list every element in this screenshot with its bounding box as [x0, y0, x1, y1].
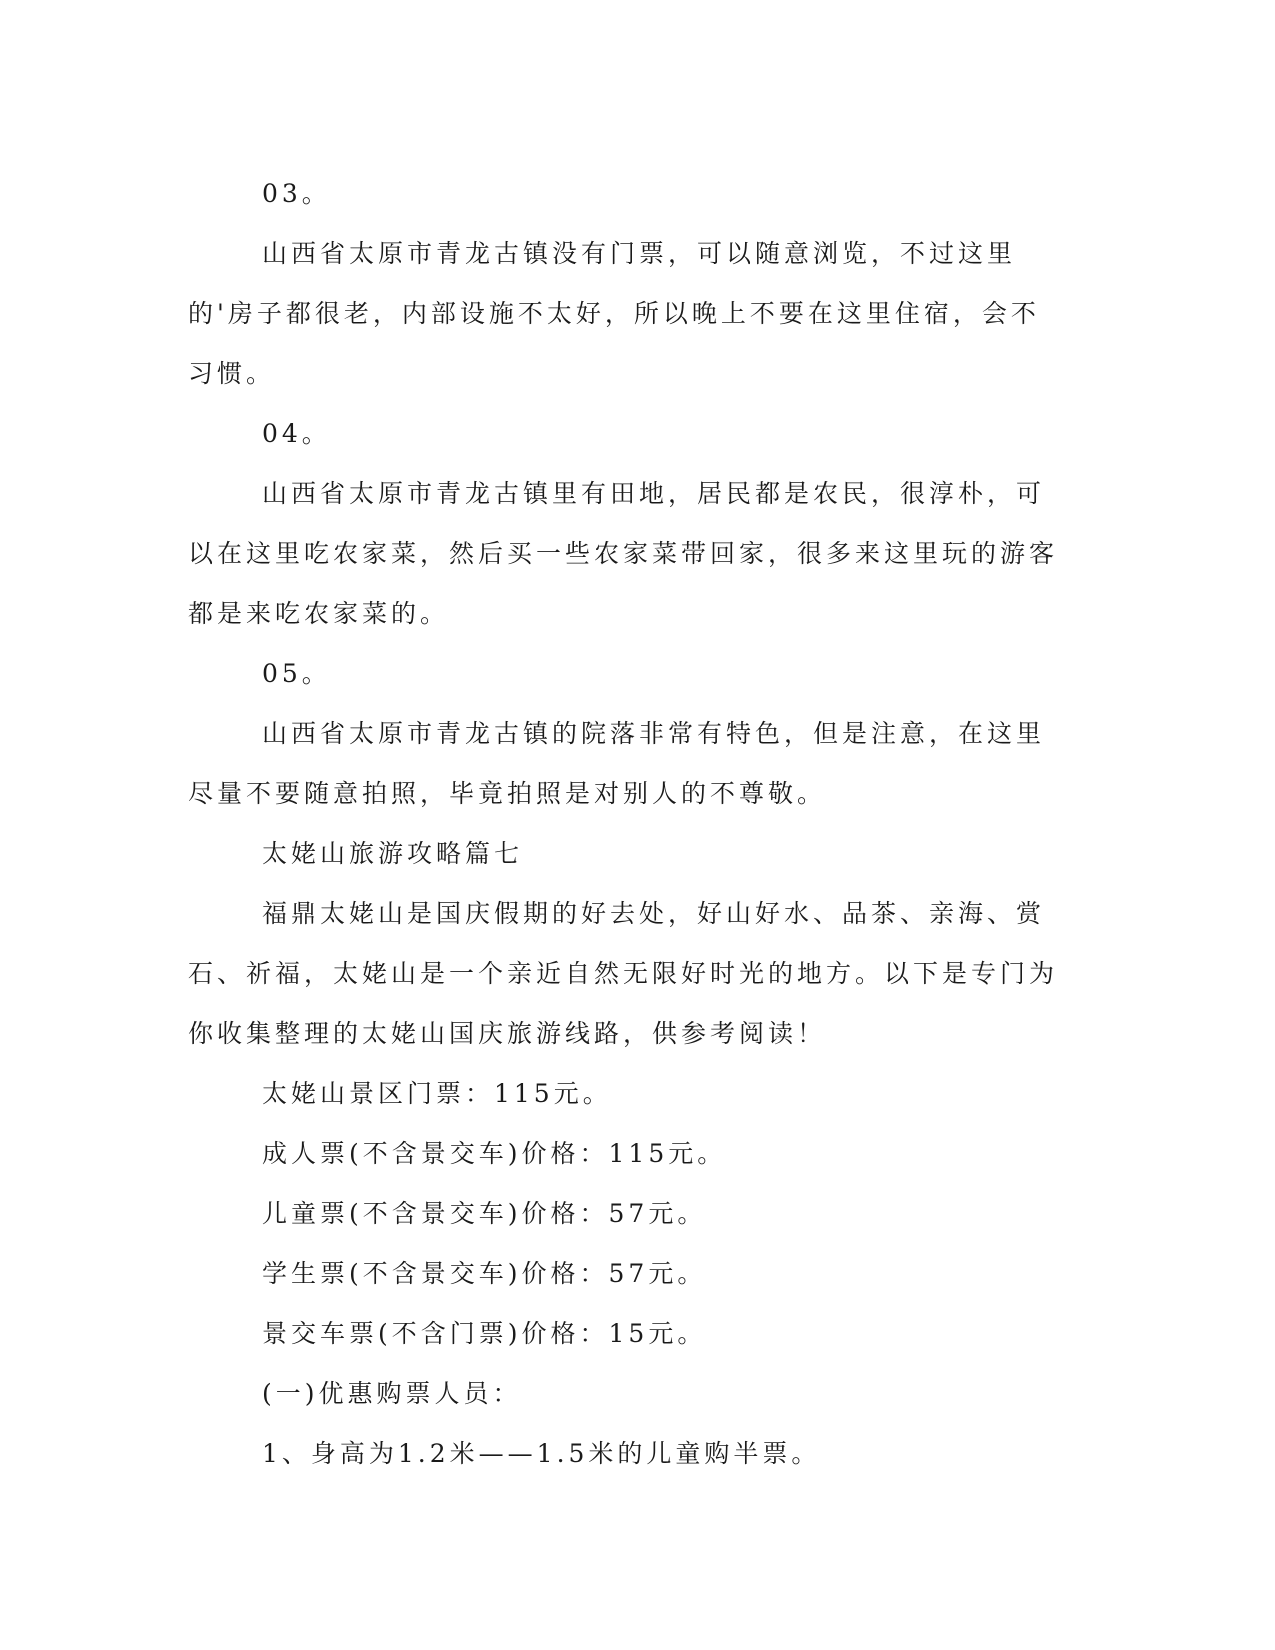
paragraph-taimu-intro: 福鼎太姥山是国庆假期的好去处，好山好水、品茶、亲海、赏石、祈福，太姥山是一个亲近自然无限好时光的地方。以下是专门为你收集整理的太姥山国庆旅游线路，供参考阅读！	[188, 899, 1059, 1048]
ticket-student: 学生票(不含景交车)价格：57元。	[262, 1259, 707, 1288]
paragraph-qinglong-farm: 山西省太原市青龙古镇里有田地，居民都是农民，很淳朴，可以在这里吃农家菜，然后买一些农家菜带回家，很多来这里玩的游客都是来吃农家菜的。	[188, 479, 1059, 628]
paragraph-qinglong-courtyard: 山西省太原市青龙古镇的院落非常有特色，但是注意，在这里尽量不要随意拍照，毕竟拍照是对别人的不尊敬。	[188, 719, 1046, 808]
ticket-child: 儿童票(不含景交车)价格：57元。	[262, 1199, 707, 1228]
discount-heading: (一)优惠购票人员：	[262, 1379, 522, 1408]
ticket-scenic-area: 太姥山景区门票：115元。	[262, 1079, 612, 1108]
section-heading-taimu: 太姥山旅游攻略篇七	[262, 839, 524, 868]
ticket-adult: 成人票(不含景交车)价格：115元。	[262, 1139, 727, 1168]
ticket-shuttle: 景交车票(不含门票)价格：15元。	[262, 1319, 707, 1348]
document-body	[188, 164, 1068, 1484]
section-number-05: 05。	[262, 659, 331, 688]
discount-item-1: 1、身高为1.2米——1.5米的儿童购半票。	[262, 1439, 821, 1468]
section-number-03: 03。	[262, 179, 331, 208]
paragraph-qinglong-ticket: 山西省太原市青龙古镇没有门票，可以随意浏览，不过这里的'房子都很老，内部设施不太好，所以晚上不要在这里住宿，会不习惯。	[188, 239, 1040, 388]
section-number-04: 04。	[262, 419, 331, 448]
